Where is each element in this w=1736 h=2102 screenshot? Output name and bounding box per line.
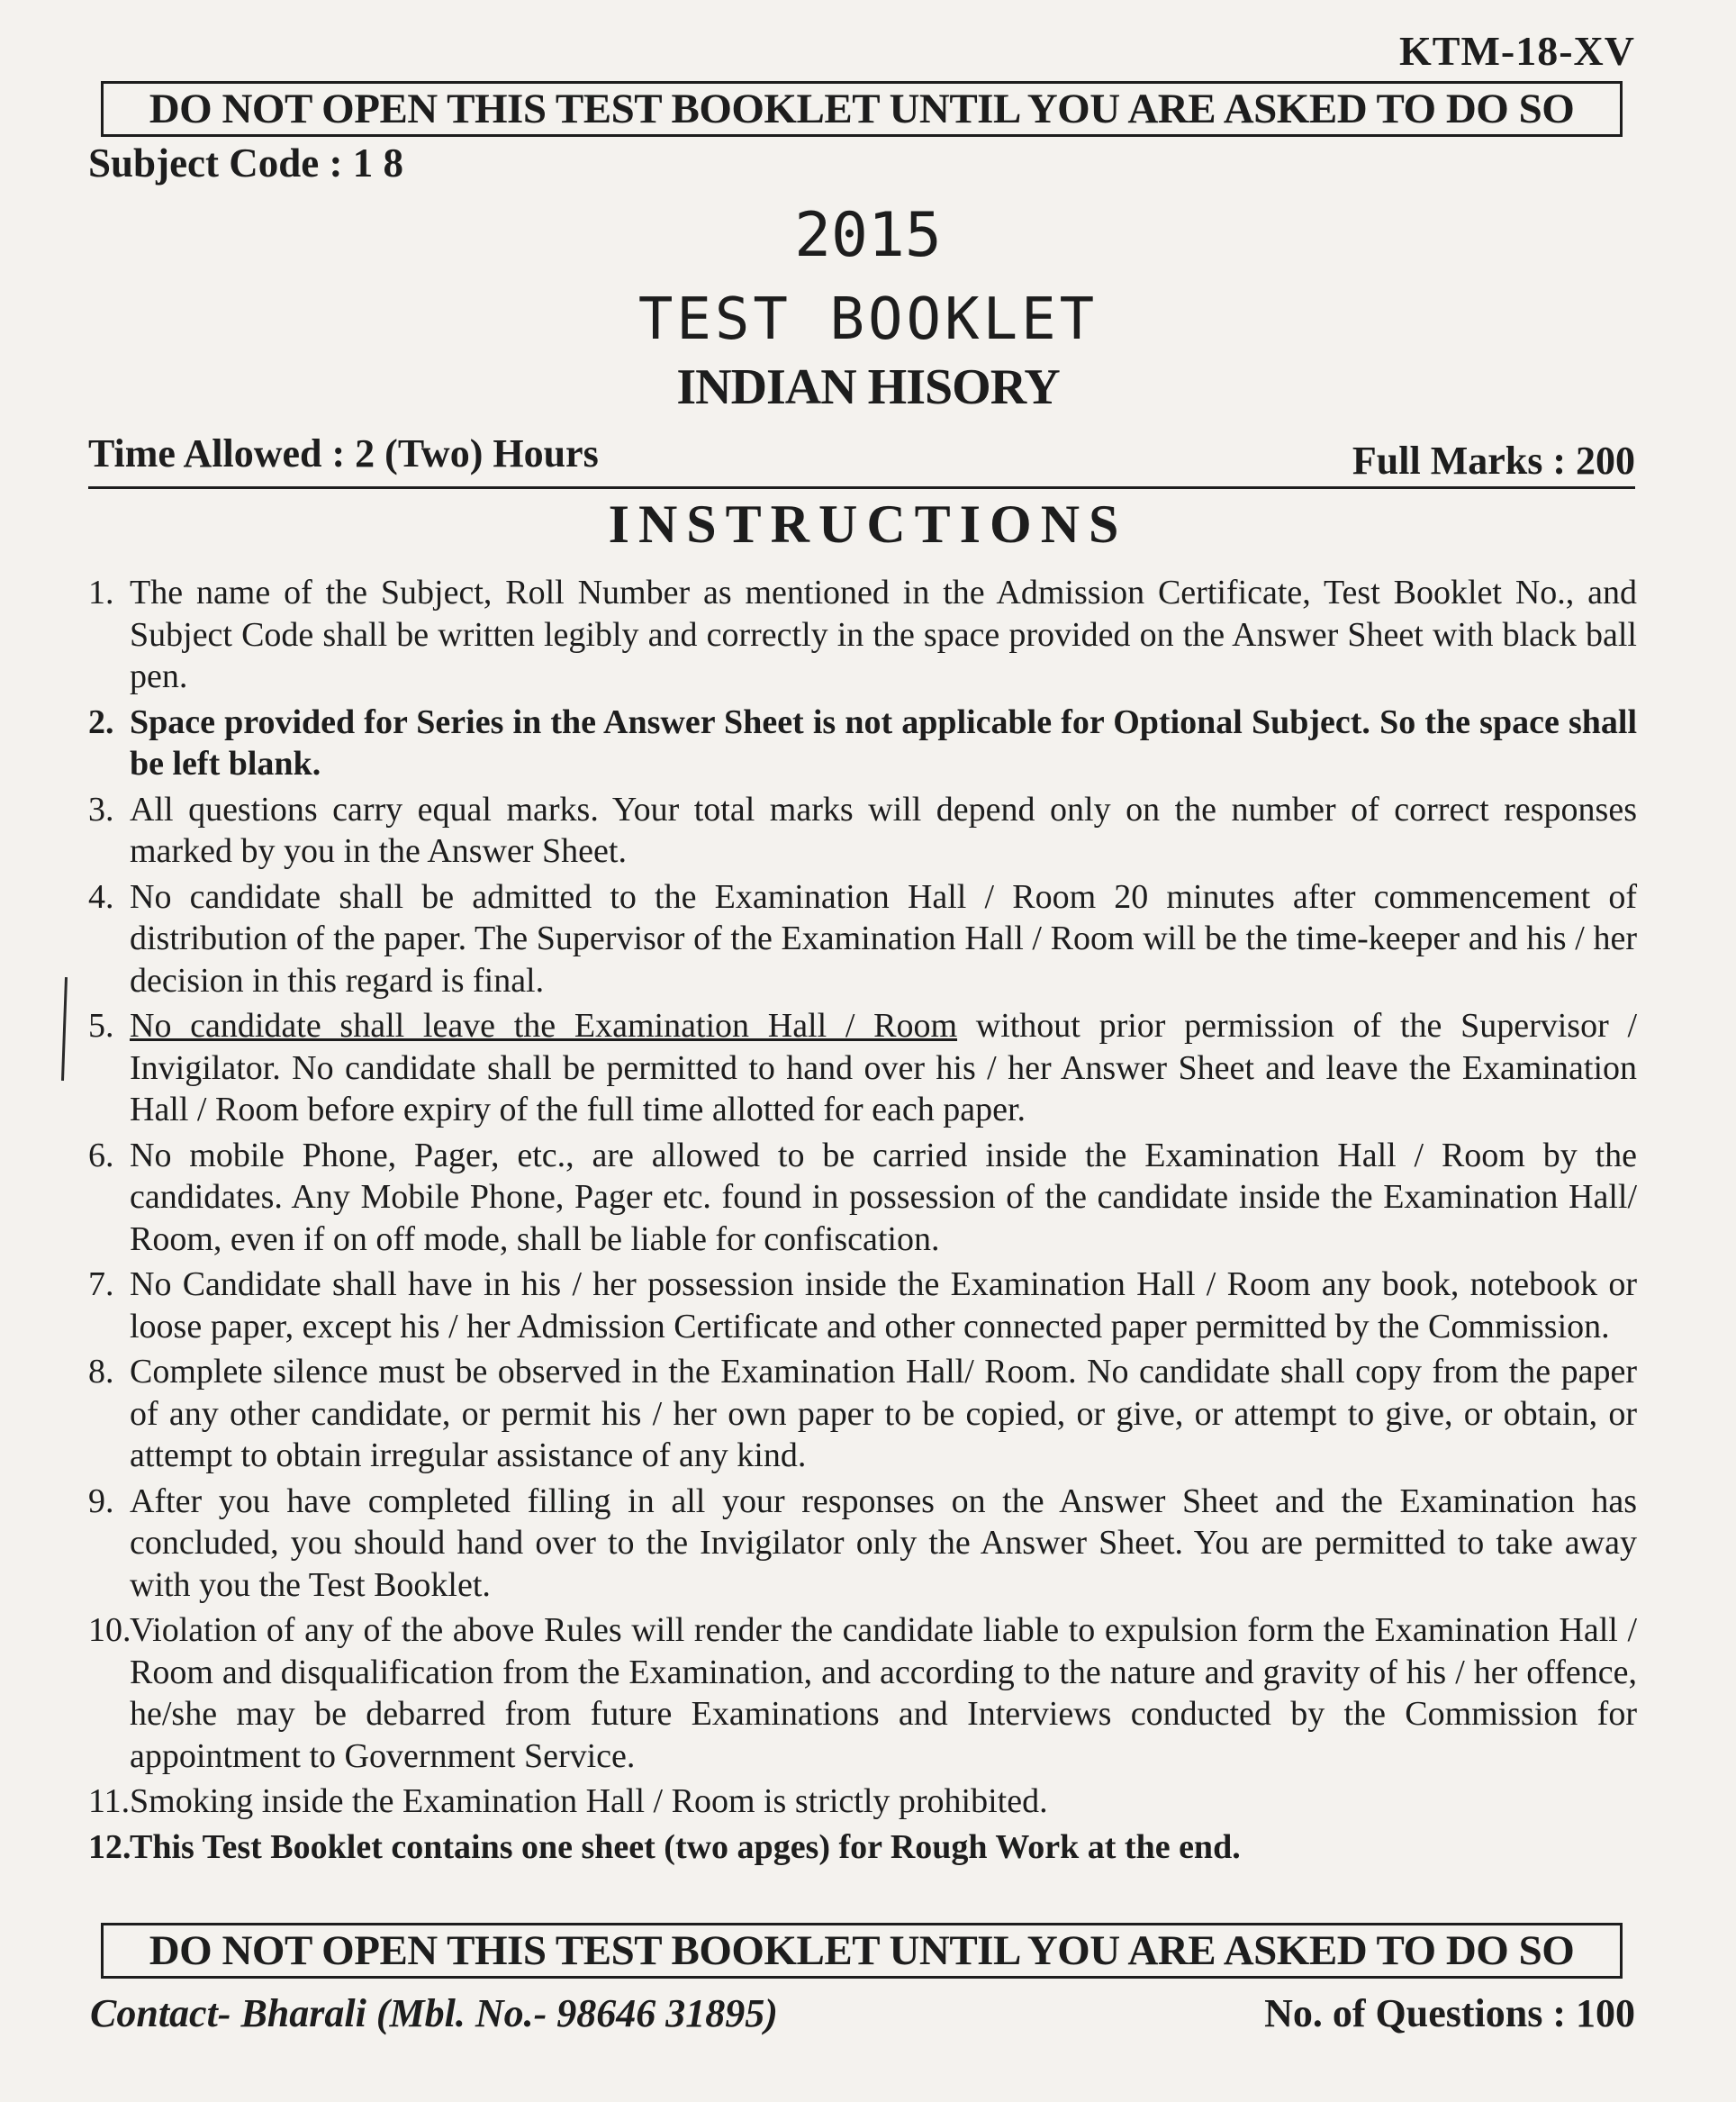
instruction-item <box>88 1481 1637 1607</box>
instruction-number: 8. <box>88 1353 114 1391</box>
instruction-item <box>88 1780 1637 1823</box>
instruction-text: All questions carry equal marks. Your total marks will depend only on the number of correct responses marked by you in the Answer Sheet. <box>130 790 1637 870</box>
warning-banner-top: DO NOT OPEN THIS TEST BOOKLET UNTIL YOU ARE ASKED TO DO SO <box>101 81 1623 137</box>
question-count: No. of Questions : 100 <box>1264 1991 1635 2035</box>
instruction-text: After you have completed filling in all your responses on the Answer Sheet and the Examination has concluded, you should hand over to the Invigilator only the Answer Sheet. You are permitted to take away with you the Test Booklet. <box>130 1481 1637 1604</box>
instruction-text: Violation of any of the above Rules will render the candidate liable to expulsion form the Examination Hall / Room and disqualification from the Examination, and according to the nature and gravity of his / her offence, he/she may be debarred from future Examinations and Interviews conducted by the Commission for appointment to Government Service. <box>130 1611 1637 1775</box>
instruction-item <box>88 572 1637 698</box>
instruction-item <box>88 876 1637 1002</box>
instruction-number: 2. <box>88 702 114 741</box>
warning-banner-bottom: DO NOT OPEN THIS TEST BOOKLET UNTIL YOU ARE ASKED TO DO SO <box>101 1923 1623 1979</box>
instruction-item <box>88 1264 1637 1347</box>
instruction-text: Space provided for Series in the Answer Sheet is not applicable for Optional Subject. So the space shall be left blank. <box>130 702 1637 783</box>
instruction-text: The name of the Subject, Roll Number as mentioned in the Admission Certificate, Test Booklet No., and Subject Code shall be written legibly and correctly in the space provided on the Answer Sheet with black ball pen. <box>130 574 1637 695</box>
instruction-number: 4. <box>88 877 114 916</box>
instruction-underlined-text: No candidate shall leave the Examination Hall / Room <box>130 1007 958 1045</box>
instruction-item <box>88 1005 1637 1131</box>
instructions-list <box>88 572 1637 1871</box>
instruction-text: No Candidate shall have in his / her possession inside the Examination Hall / Room any book, notebook or loose paper, except his / her Admission Certificate and other connected paper permitted by the Commission. <box>130 1265 1637 1345</box>
booklet-title: TEST BOOKLET <box>637 286 1099 353</box>
instruction-item <box>88 702 1637 785</box>
instruction-item <box>88 1135 1637 1261</box>
instructions-heading: INSTRUCTIONS <box>608 494 1128 554</box>
header-divider <box>88 486 1635 489</box>
pen-margin-mark <box>61 977 68 1081</box>
instruction-text: This Test Booklet contains one sheet (two apges) for Rough Work at the end. <box>130 1827 1241 1866</box>
instruction-number: 1. <box>88 574 114 612</box>
instruction-item <box>88 1351 1637 1477</box>
instruction-text-rest: without prior permission of the Supervisor / Invigilator. No candidate shall be permitted to hand over his / her Answer Sheet and leave the Examination Hall / Room before expiry of the full time allotted for each paper. <box>130 1007 1637 1128</box>
instruction-text: No mobile Phone, Pager, etc., are allowed to be carried inside the Examination Hall / Room by the candidates. Any Mobile Phone, Pager etc. found in possession of the candidate inside the Examination Hall/ Room, even if on off mode, shall be liable for confiscation. <box>130 1136 1637 1258</box>
instruction-number: 6. <box>88 1136 114 1174</box>
instruction-number: 5. <box>88 1007 114 1045</box>
instruction-item <box>88 1609 1637 1777</box>
instruction-number: 3. <box>88 790 114 829</box>
full-marks: Full Marks : 200 <box>1352 439 1635 483</box>
instruction-text: No candidate shall be admitted to the Examination Hall / Room 20 minutes after commencement of distribution of the paper. The Supervisor of the Examination Hall / Room will be the time-keeper and his / her decision in this regard is final. <box>130 877 1637 1000</box>
instruction-item <box>88 1826 1637 1869</box>
instruction-number: 10. <box>88 1611 131 1649</box>
subject-name: INDIAN HISORY <box>676 359 1060 415</box>
instruction-number: 7. <box>88 1265 114 1303</box>
subject-code: Subject Code : 1 8 <box>88 140 403 186</box>
instruction-item <box>88 789 1637 873</box>
contact-info: Contact- Bharali (Mbl. No.- 98646 31895) <box>90 1991 778 2035</box>
instruction-number: 9. <box>88 1481 114 1520</box>
instruction-text: Complete silence must be observed in the Examination Hall/ Room. No candidate shall copy from the paper of any other candidate, or permit his / her own paper to be copied, or give, or attempt to give, or obtain, or attempt to obtain irregular assistance of any kind. <box>130 1353 1637 1474</box>
instruction-number: 12. <box>88 1827 131 1866</box>
instruction-number: 11. <box>88 1782 131 1820</box>
exam-year: 2015 <box>794 200 942 271</box>
time-allowed: Time Allowed : 2 (Two) Hours <box>88 431 599 476</box>
booklet-code: KTM-18-XV <box>1399 28 1635 74</box>
instruction-text <box>130 1005 1637 1131</box>
instruction-text: Smoking inside the Examination Hall / Room is strictly prohibited. <box>130 1782 1048 1820</box>
